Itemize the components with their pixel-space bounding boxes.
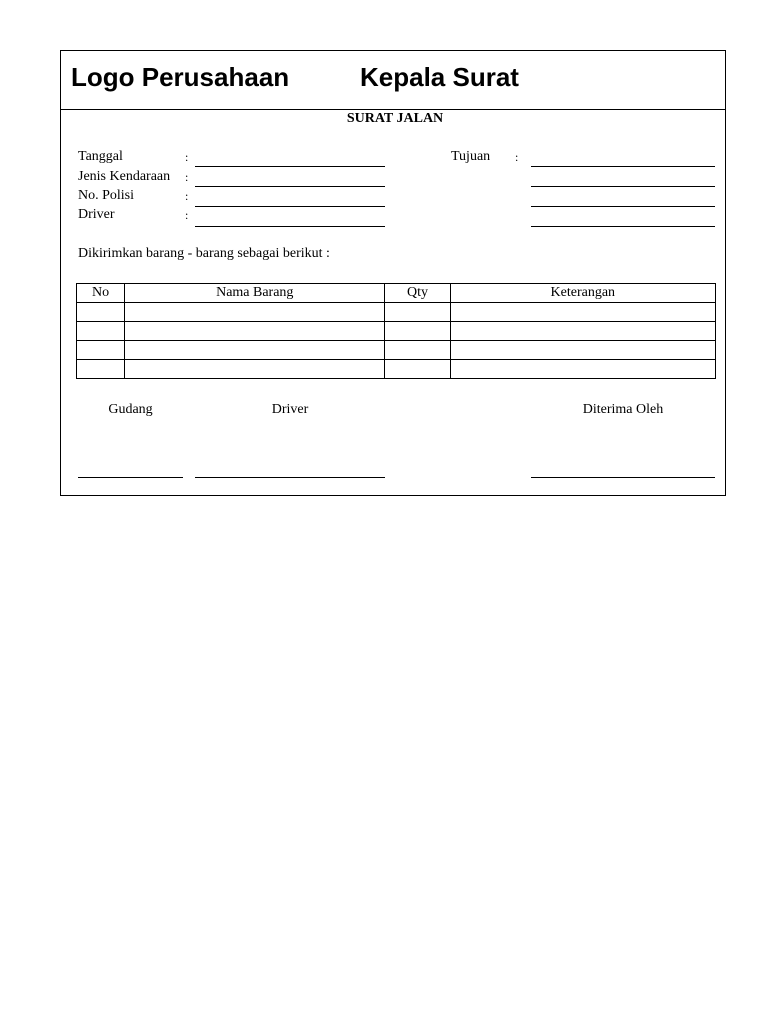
signature-line-diterima-oleh[interactable] <box>531 477 715 478</box>
field-line-tujuan-3[interactable] <box>531 206 715 207</box>
cell-no[interactable] <box>77 322 125 341</box>
field-line-tujuan-4[interactable] <box>531 226 715 227</box>
table-row <box>77 322 716 341</box>
cell-qty[interactable] <box>385 341 450 360</box>
table-row <box>77 360 716 379</box>
cell-nama-barang[interactable] <box>125 322 385 341</box>
field-label-driver: Driver <box>78 207 115 222</box>
company-logo-placeholder: Logo Perusahaan <box>71 62 290 92</box>
field-line-tujuan-2[interactable] <box>531 186 715 187</box>
cell-nama-barang[interactable] <box>125 303 385 322</box>
field-line-tujuan-1[interactable] <box>531 166 715 167</box>
cell-keterangan[interactable] <box>450 341 715 360</box>
field-line-jenis-kendaraan[interactable] <box>195 186 385 187</box>
field-colon: : <box>185 170 189 184</box>
field-line-driver[interactable] <box>195 226 385 227</box>
items-intro-text: Dikirimkan barang - barang sebagai berikut : <box>78 246 330 261</box>
field-colon: : <box>185 150 189 164</box>
cell-qty[interactable] <box>385 303 450 322</box>
signature-line-driver[interactable] <box>195 477 385 478</box>
table-header-row <box>77 284 716 303</box>
table-row <box>77 341 716 360</box>
cell-no[interactable] <box>77 303 125 322</box>
field-label-tujuan: Tujuan <box>451 149 491 164</box>
field-line-tanggal[interactable] <box>195 166 385 167</box>
column-header-keterangan: Keterangan <box>450 284 715 303</box>
cell-no[interactable] <box>77 360 125 379</box>
cell-keterangan[interactable] <box>450 322 715 341</box>
cell-qty[interactable] <box>385 360 450 379</box>
field-label-no-polisi: No. Polisi <box>78 188 135 203</box>
signature-label-driver: Driver <box>271 402 309 417</box>
cell-no[interactable] <box>77 341 125 360</box>
signature-label-diterima-oleh: Diterima Oleh <box>582 402 664 417</box>
letterhead-title: Kepala Surat <box>360 62 519 92</box>
cell-keterangan[interactable] <box>450 360 715 379</box>
signature-label-gudang: Gudang <box>108 402 153 417</box>
field-colon: : <box>185 208 189 222</box>
field-colon: : <box>515 150 519 164</box>
cell-qty[interactable] <box>385 322 450 341</box>
cell-nama-barang[interactable] <box>125 360 385 379</box>
column-header-nama-barang: Nama Barang <box>125 284 385 303</box>
signature-line-gudang[interactable] <box>78 477 183 478</box>
cell-nama-barang[interactable] <box>125 341 385 360</box>
field-label-tanggal: Tanggal <box>78 149 123 164</box>
column-header-qty: Qty <box>385 284 450 303</box>
column-header-no: No <box>77 284 125 303</box>
field-colon: : <box>185 189 189 203</box>
items-table <box>76 283 716 379</box>
field-line-no-polisi[interactable] <box>195 206 385 207</box>
table-row <box>77 303 716 322</box>
document-title: SURAT JALAN <box>346 111 444 126</box>
cell-keterangan[interactable] <box>450 303 715 322</box>
field-label-jenis-kendaraan: Jenis Kendaraan <box>78 169 171 184</box>
